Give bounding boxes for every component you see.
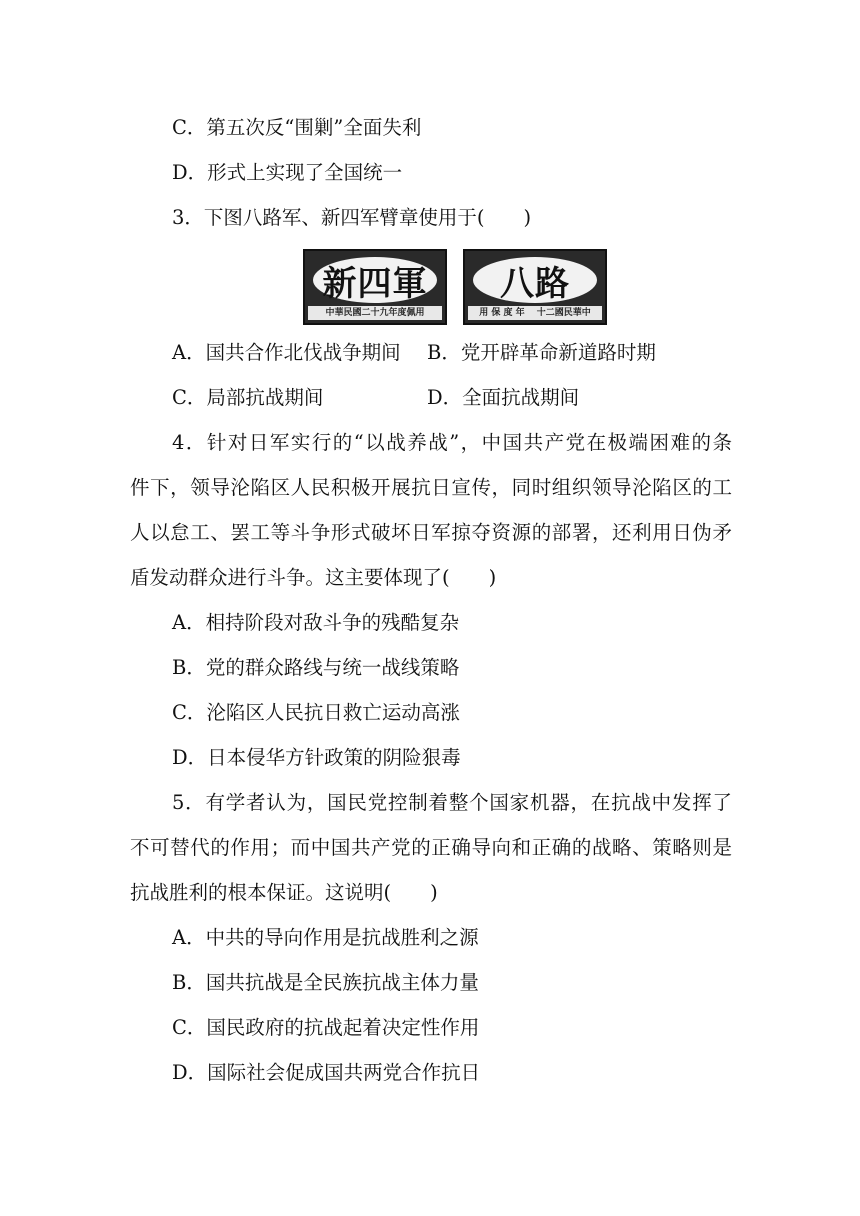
q5-stem-line-1: 5．有学者认为，国民党控制着整个国家机器，在抗战中发挥了 — [172, 791, 732, 814]
q3-option-b: B．党开辟革命新道路时期 — [427, 341, 656, 364]
q4-option-a: A．相持阶段对敌斗争的残酷复杂 — [172, 611, 460, 634]
q2-option-d: D．形式上实现了全国统一 — [172, 161, 403, 184]
q3-option-d: D．全面抗战期间 — [427, 386, 580, 409]
q5-option-d: D．国际社会促成国共两党合作抗日 — [172, 1061, 481, 1084]
q4-option-c: C．沦陷区人民抗日救亡运动高涨 — [172, 701, 460, 724]
q4-stem-line-2: 件下，领导沦陷区人民积极开展抗日宣传，同时组织领导沦陷区的工 — [130, 476, 732, 499]
armband-new-fourth-army-caption: 中華民國二十九年度佩用 — [308, 306, 442, 320]
q4-stem-line-1: 4．针对日军实行的“以战养战”，中国共产党在极端困难的条 — [172, 431, 732, 454]
q5-stem-line-3: 抗战胜利的根本保证。这说明( ) — [130, 881, 438, 904]
q4-option-d: D．日本侵华方针政策的阴险狠毒 — [172, 746, 461, 769]
q5-option-c: C．国民政府的抗战起着决定性作用 — [172, 1016, 480, 1039]
armband-eighth-route-army-title: 八路 — [473, 257, 597, 303]
q4-stem-line-3: 人以怠工、罢工等斗争形式破坏日军掠夺资源的部署，还利用日伪矛 — [130, 521, 732, 544]
q4-option-b: B．党的群众路线与统一战线策略 — [172, 656, 460, 679]
q5-stem-line-2: 不可替代的作用；而中国共产党的正确导向和正确的战略、策略则是 — [130, 836, 732, 859]
q5-option-b: B．国共抗战是全民族抗战主体力量 — [172, 971, 479, 994]
armband-eighth-route-army — [463, 249, 607, 325]
q5-option-a: A．中共的导向作用是抗战胜利之源 — [172, 926, 479, 949]
q2-option-c: C．第五次反“围剿”全面失利 — [172, 116, 422, 139]
q3-option-a: A．国共合作北伐战争期间 — [172, 341, 401, 364]
armband-eighth-route-army-caption: 用 保 度 年 十二國民華中 — [468, 306, 602, 320]
q4-stem-line-4: 盾发动群众进行斗争。这主要体现了( ) — [130, 566, 497, 589]
armband-new-fourth-army — [303, 249, 447, 325]
q3-option-c: C．局部抗战期间 — [172, 386, 324, 409]
q3-stem: 3．下图八路军、新四军臂章使用于( ) — [172, 206, 532, 229]
armband-new-fourth-army-title: 新四軍 — [313, 257, 437, 303]
